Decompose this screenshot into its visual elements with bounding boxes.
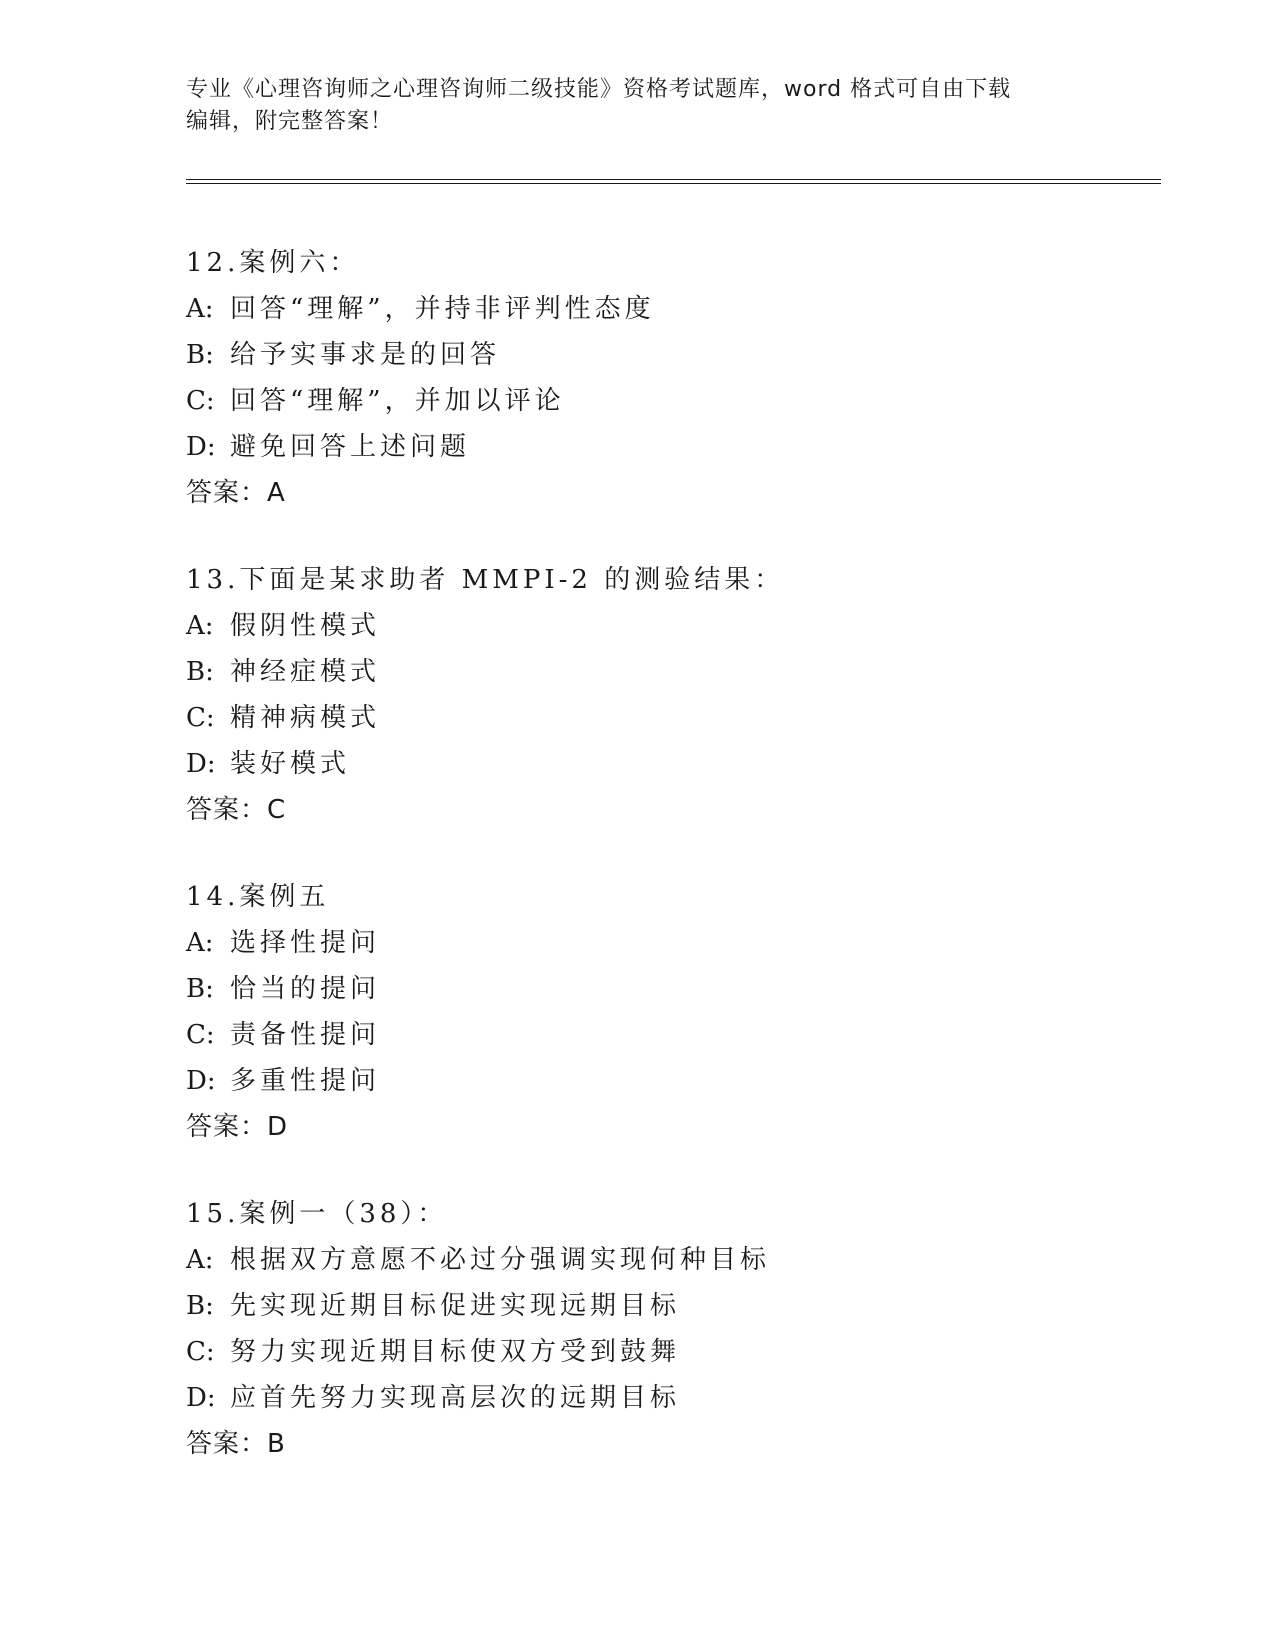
option-letter: A: xyxy=(186,611,214,641)
option-letter: A: xyxy=(186,928,214,958)
option-text: 回答“理解”，并加以评论 xyxy=(230,386,565,416)
option-a xyxy=(186,1237,1146,1283)
option-text: 选择性提问 xyxy=(230,928,381,958)
question-list xyxy=(186,240,1146,1508)
header-line-2: 编辑，附完整答案！ xyxy=(186,109,394,134)
option-d xyxy=(186,741,1146,787)
option-text: 努力实现近期目标使双方受到鼓舞 xyxy=(230,1337,681,1367)
answer-line: 答案：D xyxy=(186,1112,289,1142)
option-letter: A: xyxy=(186,1245,214,1275)
answer-line: 答案：A xyxy=(186,478,286,508)
option-text: 责备性提问 xyxy=(230,1020,381,1050)
option-text: 根据双方意愿不必过分强调实现何种目标 xyxy=(230,1245,771,1275)
option-a xyxy=(186,920,1146,966)
option-c xyxy=(186,378,1146,424)
option-d xyxy=(186,1058,1146,1104)
option-letter: B: xyxy=(186,340,214,370)
option-b xyxy=(186,1283,1146,1329)
option-letter: A: xyxy=(186,294,214,324)
question-stem: 13.下面是某求助者 MMPI-2 的测验结果： xyxy=(186,565,785,595)
answer-line: 答案：C xyxy=(186,795,287,825)
option-letter: D: xyxy=(186,432,216,462)
option-text: 恰当的提问 xyxy=(230,974,381,1004)
option-letter: B: xyxy=(186,1291,214,1321)
option-b xyxy=(186,649,1146,695)
option-letter: B: xyxy=(186,974,214,1004)
answer-line: 答案：B xyxy=(186,1429,286,1459)
option-a xyxy=(186,286,1146,332)
option-letter: C: xyxy=(186,1020,215,1050)
question-stem: 12.案例六： xyxy=(186,248,360,278)
option-letter: D: xyxy=(186,1066,216,1096)
option-letter: C: xyxy=(186,703,215,733)
question-13 xyxy=(186,557,1146,833)
option-text: 避免回答上述问题 xyxy=(230,432,471,462)
option-text: 假阴性模式 xyxy=(230,611,381,641)
option-letter: D: xyxy=(186,1383,216,1413)
question-12 xyxy=(186,240,1146,516)
document-header xyxy=(186,74,1086,138)
option-letter: B: xyxy=(186,657,214,687)
option-c xyxy=(186,1012,1146,1058)
option-letter: D: xyxy=(186,749,216,779)
option-text: 神经症模式 xyxy=(230,657,381,687)
option-text: 回答“理解”，并持非评判性态度 xyxy=(230,294,655,324)
option-c xyxy=(186,1329,1146,1375)
option-b xyxy=(186,332,1146,378)
option-d xyxy=(186,424,1146,470)
option-letter: C: xyxy=(186,1337,215,1367)
option-text: 精神病模式 xyxy=(230,703,381,733)
option-letter: C: xyxy=(186,386,215,416)
question-stem: 14.案例五 xyxy=(186,882,330,912)
option-text: 先实现近期目标促进实现远期目标 xyxy=(230,1291,681,1321)
option-text: 多重性提问 xyxy=(230,1066,381,1096)
option-text: 应首先努力实现高层次的远期目标 xyxy=(230,1383,681,1413)
option-b xyxy=(186,966,1146,1012)
question-14 xyxy=(186,874,1146,1150)
question-15 xyxy=(186,1191,1146,1467)
header-line-1: 专业《心理咨询师之心理咨询师二级技能》资格考试题库，word 格式可自由下载 xyxy=(186,77,1012,102)
header-divider-top xyxy=(186,179,1161,180)
header-divider-bottom xyxy=(186,183,1161,184)
option-d xyxy=(186,1375,1146,1421)
option-text: 给予实事求是的回答 xyxy=(230,340,501,370)
option-text: 装好模式 xyxy=(230,749,351,779)
option-a xyxy=(186,603,1146,649)
question-stem: 15.案例一（38）： xyxy=(186,1199,448,1229)
option-c xyxy=(186,695,1146,741)
